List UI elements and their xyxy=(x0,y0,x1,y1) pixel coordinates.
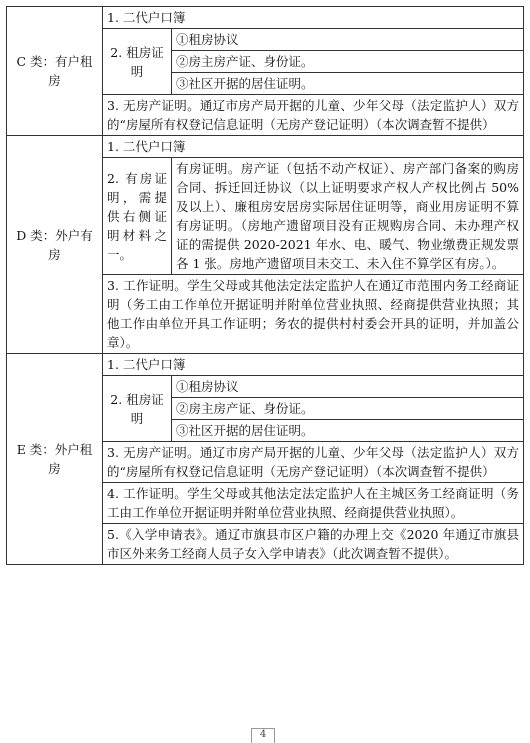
table-row xyxy=(7,136,524,158)
page-number-tab: 4 xyxy=(251,728,275,743)
category-cell-d: D 类：外户有房 xyxy=(7,136,103,354)
e-item-2-label: 2. 租房证明 xyxy=(103,376,172,442)
d-item-2-label: 2. 有房证明，需提供右侧证明材料之一。 xyxy=(103,158,172,275)
c-item-1: 1. 二代户口簿 xyxy=(103,7,524,29)
e-item-3: 3. 无房产证明。通辽市房产局开据的儿童、少年父母（法定监护人）双方的“房屋所有权登记信息证明（无房产登记证明）（本次调查暂不提供） xyxy=(103,442,524,483)
c-item-2-label: 2. 租房证明 xyxy=(103,29,172,95)
d-item-3: 3. 工作证明。学生父母或其他法定法定监护人在通辽市范围内务工经商证明（务工由工作单位开据证明并附单位营业执照、经商提供营业执照；其他工作由单位开具工作证明；务农的提供村村委会开具的证明，并加盖公章）。 xyxy=(103,275,524,354)
d-item-2-detail: 有房证明。房产证（包括不动产权证）、房产部门备案的购房合同、拆迁回迁协议（以上证明要求产权人产权比例占 50%及以上）、廉租房安居房实际居住证明等，商业用房证明不算有房证明。（房地产遗留项目没有正规购房合同、未办理产权证的需提供 2020-2021 年水、电、暖气、物业缴费正规发票各 1 张。房地产遗留项目未交工、未入住不算学区有房。）。 xyxy=(172,158,524,275)
e-item-5: 5.《入学申请表》。通辽市旗县市区户籍的办理上交《2020 年通辽市旗县市区外来务工经商人员子女入学申请表》（此次调查暂不提供）。 xyxy=(103,524,524,565)
e-item-2-option-3: ③社区开据的居住证明。 xyxy=(172,420,524,442)
c-item-2-option-2: ②房主房产证、身份证。 xyxy=(172,51,524,73)
c-item-2-option-3: ③社区开据的居住证明。 xyxy=(172,73,524,95)
table-row xyxy=(7,354,524,376)
table-row xyxy=(7,7,524,29)
c-item-2-option-1: ①租房协议 xyxy=(172,29,524,51)
c-item-3: 3. 无房产证明。通辽市房产局开据的儿童、少年父母（法定监护人）双方的“房屋所有权登记信息证明（无房产登记证明）（本次调查暂不提供） xyxy=(103,95,524,136)
requirements-table xyxy=(6,6,524,565)
category-cell-e: E 类：外户租房 xyxy=(7,354,103,565)
e-item-1: 1. 二代户口簿 xyxy=(103,354,524,376)
category-cell-c: C 类：有户租房 xyxy=(7,7,103,136)
e-item-2-option-2: ②房主房产证、身份证。 xyxy=(172,398,524,420)
e-item-2-option-1: ①租房协议 xyxy=(172,376,524,398)
e-item-4: 4. 工作证明。学生父母或其他法定法定监护人在主城区务工经商证明（务工由工作单位开据证明并附单位营业执照、经商提供营业执照）。 xyxy=(103,483,524,524)
d-item-1: 1. 二代户口簿 xyxy=(103,136,524,158)
